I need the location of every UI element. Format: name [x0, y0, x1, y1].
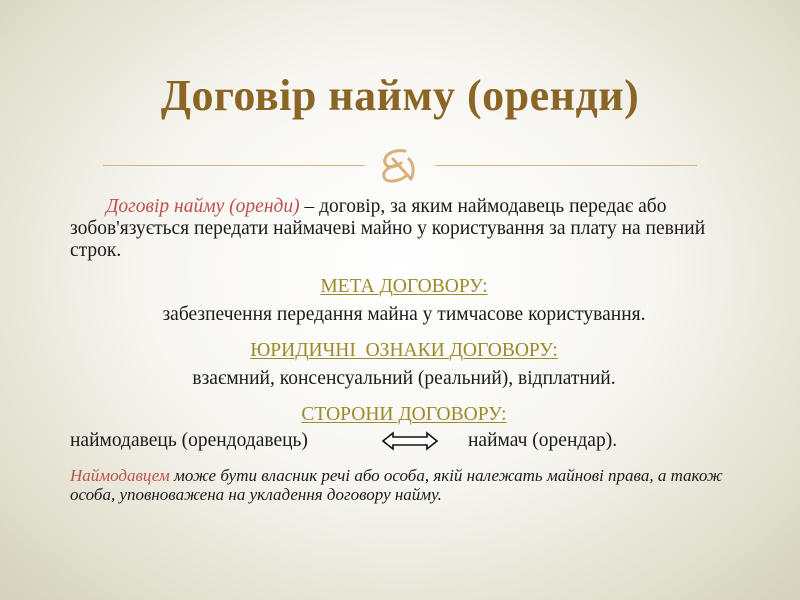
features-heading: ЮРИДИЧНІ ОЗНАКИ ДОГОВОРУ: [250, 340, 558, 361]
parties-row [70, 430, 738, 452]
definition-paragraph [70, 196, 738, 262]
purpose-heading: МЕТА ДОГОВОРУ: [320, 276, 488, 297]
note-term: Наймодавцем [70, 466, 170, 485]
parties-heading: СТОРОНИ ДОГОВОРУ: [301, 404, 507, 425]
slide-content [70, 196, 738, 504]
note-text: може бути власник речі або особа, якій належать майнові права, а також особа, уповноважена на укладення договору найму. [70, 466, 723, 504]
title-divider [103, 165, 697, 166]
lessor-label: наймодавець (орендодавець) [70, 430, 308, 451]
flourish-icon [375, 145, 425, 185]
divider-line-right [435, 165, 697, 166]
note-paragraph [70, 466, 738, 504]
definition-text: – договір, за яким наймодавець передає або зобов'язується передати наймачеві майно у користування за плату на певний строк. [70, 196, 706, 261]
lessee-label: наймач (орендар). [468, 430, 618, 451]
slide-title: Договір найму (оренди) [160, 71, 640, 120]
definition-term: Договір найму (оренди) [106, 196, 300, 217]
double-arrow-icon [382, 431, 438, 451]
divider-line-left [103, 165, 365, 166]
purpose-text: забезпечення передання майна у тимчасове користування. [162, 304, 646, 325]
features-text: взаємний, консенсуальний (реальний), відплатний. [192, 368, 616, 389]
